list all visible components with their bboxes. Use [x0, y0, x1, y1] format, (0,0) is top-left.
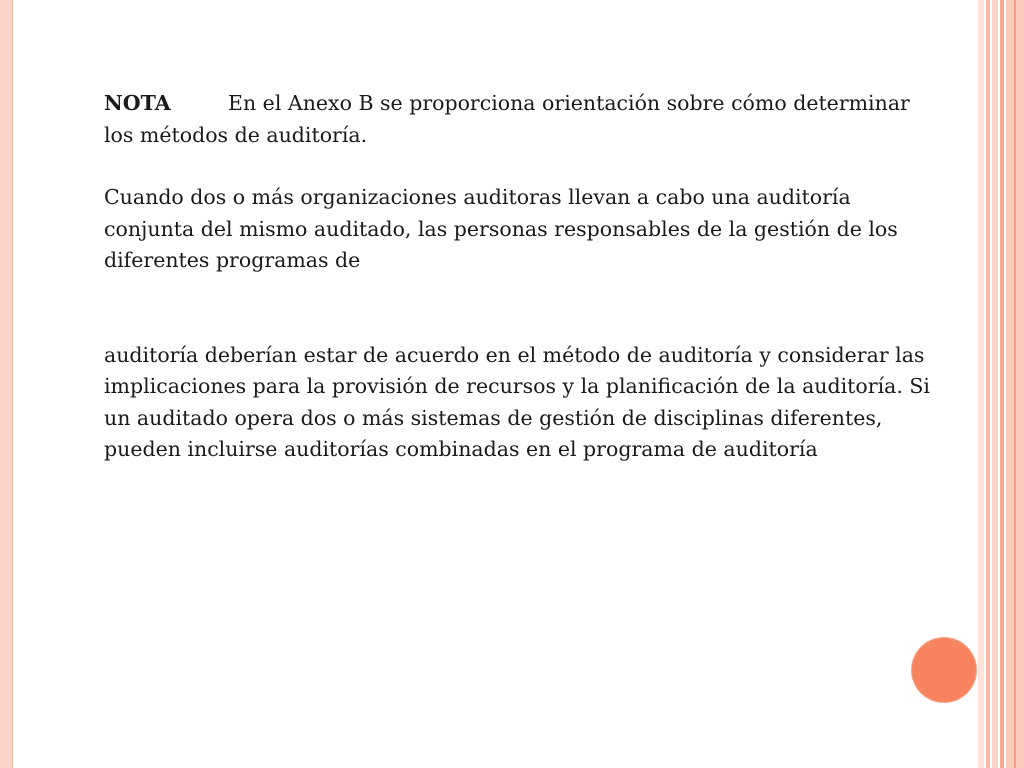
- body-paragraph-1: Cuando dos o más organizaciones auditoras llevan a cabo una auditoría conjunta del mismo auditado, las personas responsables de la gestión de los diferentes programas de: [104, 185, 898, 272]
- right-stripe-decoration: [992, 0, 998, 768]
- right-stripe-decoration: [986, 0, 990, 768]
- left-border-decoration: [0, 0, 13, 768]
- note-label: NOTA: [104, 91, 171, 115]
- right-stripe-decoration: [1014, 0, 1016, 768]
- body-paragraph-2: auditoría deberían estar de acuerdo en el método de auditoría y considerar las implicaciones para la provisión de recursos y la planificación de la auditoría. Si un auditado opera dos o más sistemas de gestión de disciplinas diferentes, pueden incluirse auditorías combinadas en el programa de auditoría: [104, 342, 930, 461]
- note-paragraph: [104, 88, 934, 151]
- accent-circle-decoration: [912, 638, 976, 702]
- right-stripe-decoration: [1000, 0, 1004, 768]
- slide-body: [104, 88, 934, 466]
- right-stripe-decoration: [978, 0, 984, 768]
- note-text: En el Anexo B se proporciona orientación sobre cómo determinar los métodos de auditoría.: [104, 91, 910, 147]
